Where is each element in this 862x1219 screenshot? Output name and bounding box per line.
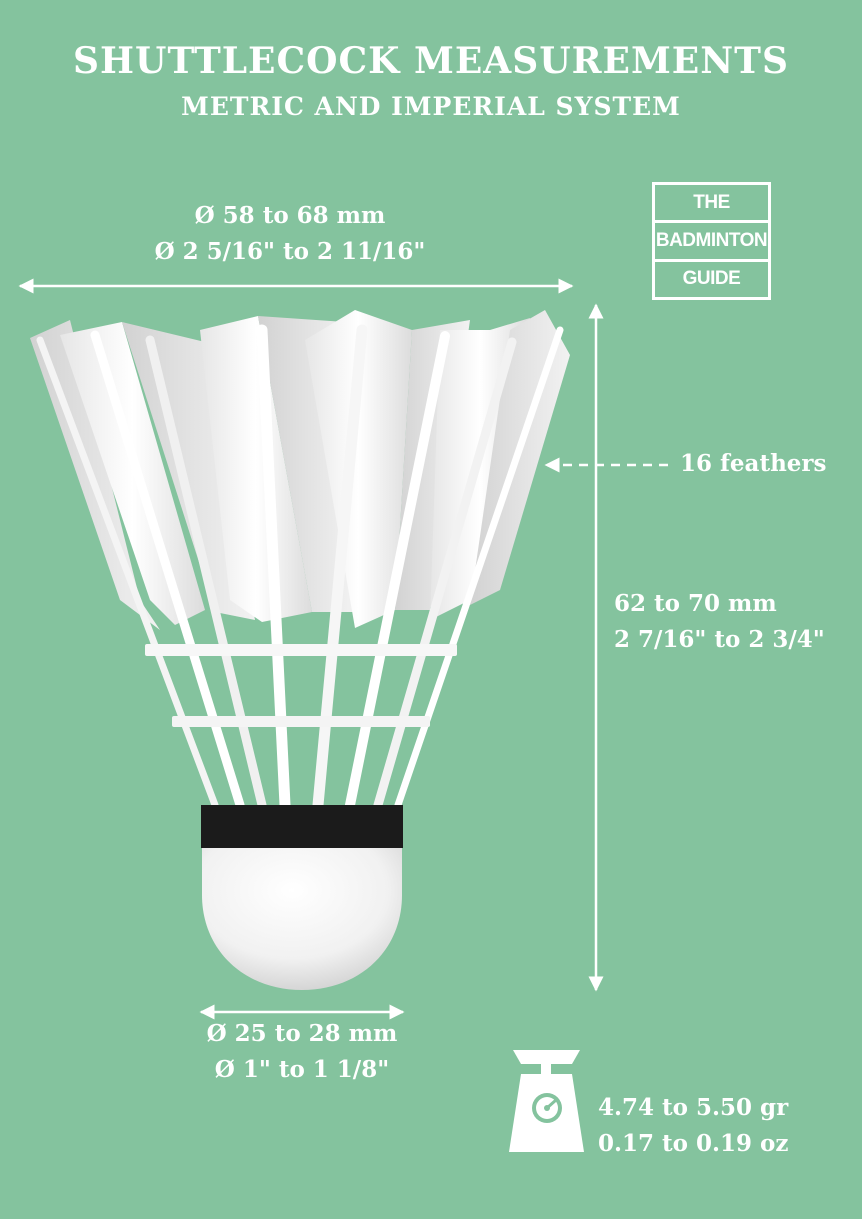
skirt-diameter-imperial: Ø 2 5/16" to 2 11/16": [154, 238, 426, 265]
logo-line-3: GUIDE: [655, 259, 768, 297]
height-label: [614, 586, 825, 658]
height-imperial: 2 7/16" to 2 3/4": [614, 626, 825, 653]
base-diameter-metric: Ø 25 to 28 mm: [206, 1020, 398, 1047]
page-title: SHUTTLECOCK MEASUREMENTS: [73, 40, 789, 82]
weight-metric: 4.74 to 5.50 gr: [598, 1094, 789, 1121]
feathers-count-label: 16 feathers: [680, 450, 827, 477]
skirt-diameter-metric: Ø 58 to 68 mm: [194, 202, 386, 229]
weight-imperial: 0.17 to 0.19 oz: [598, 1130, 789, 1157]
logo-line-1: THE: [693, 191, 730, 213]
height-metric: 62 to 70 mm: [614, 590, 777, 617]
cork-base: [202, 848, 402, 990]
page-subtitle: METRIC AND IMPERIAL SYSTEM: [181, 92, 681, 121]
feather-skirt: [30, 310, 570, 630]
base-diameter-imperial: Ø 1" to 1 1/8": [214, 1056, 390, 1083]
skirt-diameter-label: [120, 198, 460, 270]
logo-line-2: BADMINTON: [655, 220, 768, 258]
scale-icon: [509, 1050, 584, 1152]
cork-band: [201, 805, 403, 848]
base-diameter-label: [152, 1016, 452, 1088]
weight-label: [598, 1090, 788, 1162]
